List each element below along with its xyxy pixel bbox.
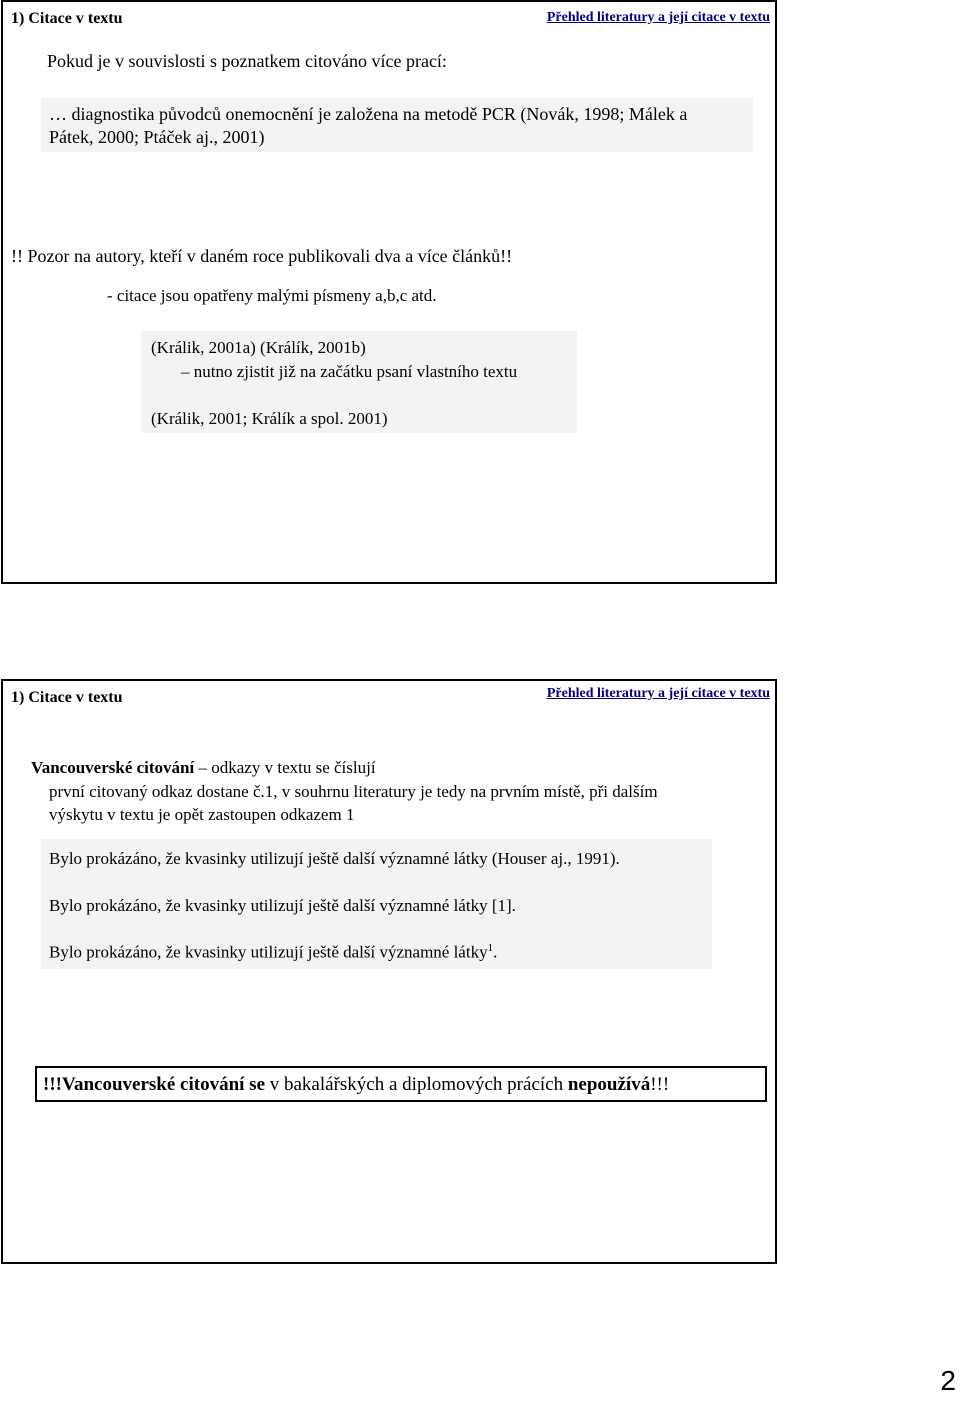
warning-end: !!! (650, 1074, 670, 1095)
vancouver-definition-rest: – odkazy v textu se číslují (194, 758, 376, 777)
warning-text (43, 1074, 669, 1096)
warning-middle: v bakalářských a diplomových prácích (265, 1074, 568, 1095)
vancouver-description-2: výskytu v textu je opět zastoupen odkazem 1 (49, 805, 355, 824)
example-bracket-number: Bylo prokázáno, že kvasinky utilizují ještě další významné látky [1]. (49, 896, 516, 915)
page-number: 2 (940, 1365, 956, 1396)
example-citation-pair: (Králik, 2001a) (Králík, 2001b) (151, 338, 366, 357)
warning-prefix: !!!Vancouverské citování se (43, 1074, 265, 1095)
example-note: – nutno zjistit již na začátku psaní vlastního textu (181, 362, 518, 381)
example-combined-citation: (Králik, 2001; Králík a spol. 2001) (151, 409, 388, 428)
superscript-number: 1 (487, 942, 494, 954)
warning-emphasis: nepoužívá (567, 1074, 651, 1095)
header-link[interactable]: Přehled literatury a její citace v textu (546, 686, 770, 701)
slide-2 (1, 679, 777, 1264)
vancouver-description-1: první citovaný odkaz dostane č.1, v souhrnu literatury je tedy na prvním místě, při dalším (49, 782, 658, 801)
example-superscript (49, 942, 497, 963)
example-author-date: Bylo prokázáno, že kvasinky utilizují ještě další významné látky (Houser aj., 1991). (49, 849, 620, 868)
example-line-2: Pátek, 2000; Ptáček aj., 2001) (49, 127, 265, 147)
vancouver-term: Vancouverské citování (31, 758, 195, 777)
multi-article-example-box (141, 331, 577, 433)
slide-title: 1) Citace v textu (11, 10, 123, 27)
note-text: - citace jsou opatřeny malými písmeny a,b,c atd. (107, 286, 437, 305)
example-box (41, 98, 753, 152)
warning-text: !! Pozor na autory, kteří v daném roce publikovali dva a více článků!! (11, 246, 513, 266)
slide-1 (1, 0, 777, 584)
warning-box (35, 1066, 767, 1102)
vancouver-definition (31, 758, 376, 778)
example-line-1: … diagnostika původců onemocnění je založena na metodě PCR (Novák, 1998; Málek a (49, 104, 688, 124)
intro-text: Pokud je v souvislosti s poznatkem citováno více prací: (47, 51, 447, 71)
header-link[interactable]: Přehled literatury a její citace v textu (546, 10, 770, 25)
slide-title: 1) Citace v textu (11, 689, 123, 706)
example-superscript-text: Bylo prokázáno, že kvasinky utilizují ještě další významné látky (49, 942, 488, 962)
citation-examples-box (41, 839, 712, 969)
example-superscript-end: . (493, 942, 498, 962)
